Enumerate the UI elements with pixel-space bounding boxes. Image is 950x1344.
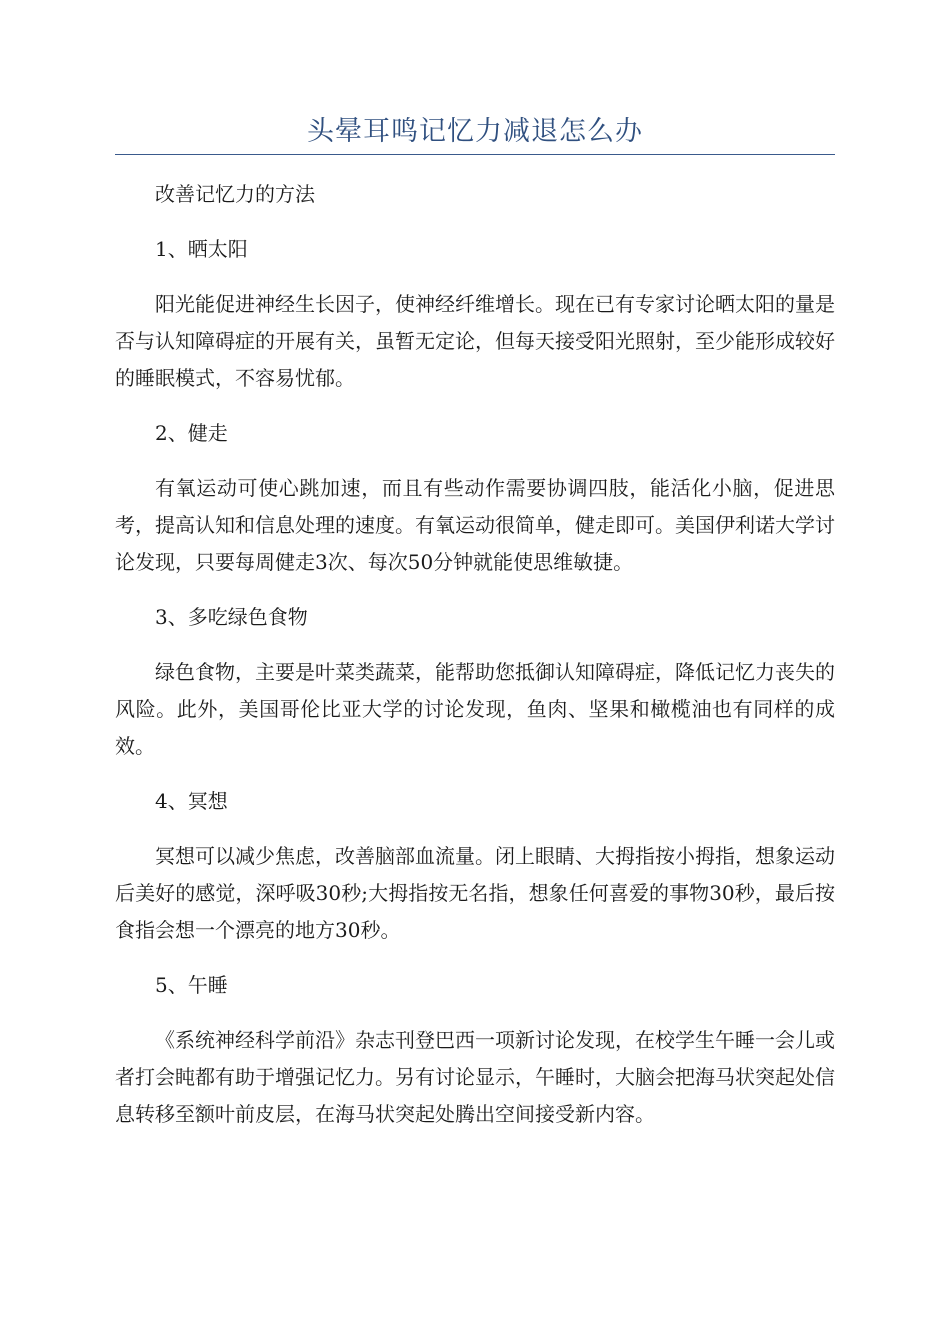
heading-meditation: 4、冥想 [155, 789, 228, 813]
title-underline [115, 154, 835, 155]
document-body [115, 176, 835, 1151]
section-intro: 改善记忆力的方法 [155, 182, 315, 206]
heading-walking: 2、健走 [155, 421, 228, 445]
document-title: 头晕耳鸣记忆力减退怎么办 [307, 116, 643, 147]
heading-green-food: 3、多吃绿色食物 [155, 605, 308, 629]
paragraph-meditation: 冥想可以减少焦虑，改善脑部血流量。闭上眼睛、大拇指按小拇指，想象运动后美好的感觉，深呼吸30秒;大拇指按无名指，想象任何喜爱的事物30秒，最后按食指会想一个漂亮的地方30秒。 [115, 844, 835, 942]
paragraph-green-food: 绿色食物，主要是叶菜类蔬菜，能帮助您抵御认知障碍症，降低记忆力丧失的风险。此外，美国哥伦比亚大学的讨论发现，鱼肉、坚果和橄榄油也有同样的成效。 [115, 660, 835, 758]
paragraph-nap: 《系统神经科学前沿》杂志刊登巴西一项新讨论发现，在校学生午睡一会儿或者打会盹都有助于增强记忆力。另有讨论显示，午睡时，大脑会把海马状突起处信息转移至额叶前皮层，在海马状突起处腾出空间接受新内容。 [115, 1028, 835, 1126]
heading-sunbathing: 1、晒太阳 [155, 237, 248, 261]
heading-nap: 5、午睡 [155, 973, 228, 997]
paragraph-sunbathing: 阳光能促进神经生长因子，使神经纤维增长。现在已有专家讨论晒太阳的量是否与认知障碍症的开展有关，虽暂无定论，但每天接受阳光照射，至少能形成较好的睡眠模式，不容易忧郁。 [115, 292, 835, 390]
paragraph-walking: 有氧运动可使心跳加速，而且有些动作需要协调四肢，能活化小脑，促进思考，提高认知和信息处理的速度。有氧运动很简单，健走即可。美国伊利诺大学讨论发现，只要每周健走3次、每次50分钟就能使思维敏捷。 [115, 476, 835, 574]
